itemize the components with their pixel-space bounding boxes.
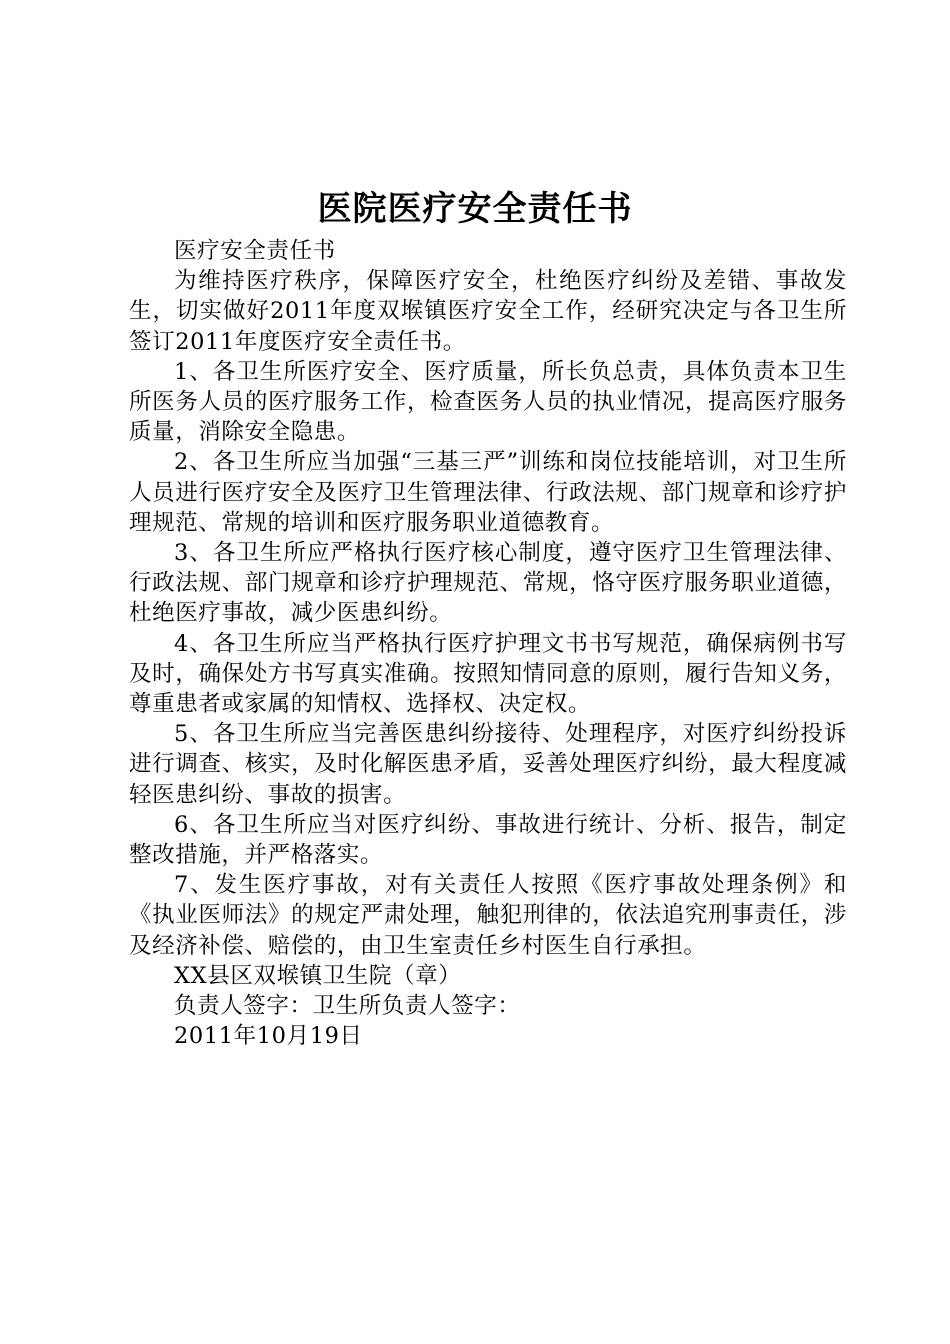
clause-5: 5、各卫生所应当完善医患纠纷接待、处理程序，对医疗纠纷投诉进行调查、核实，及时化解医患矛盾，妥善处理医疗纠纷，最大程度减轻医患纠纷、事故的损害。 xyxy=(129,721,847,808)
issuer-line: XX县区双堠镇卫生院（章） xyxy=(174,962,462,989)
document-subtitle: 医疗安全责任书 xyxy=(174,238,336,264)
document-title: 医院医疗安全责任书 xyxy=(317,189,633,229)
clause-4: 4、各卫生所应当严格执行医疗护理文书书写规范，确保病例书写及时，确保处方书写真实准确。按照知情同意的原则，履行告知义务，尊重患者或家属的知情权、选择权、决定权。 xyxy=(129,630,847,718)
date-line: 2011年10月19日 xyxy=(174,1023,363,1050)
clause-3: 3、各卫生所应严格执行医疗核心制度，遵守医疗卫生管理法律、行政法规、部门规章和诊疗护理规范、常规，恪守医疗服务职业道德，杜绝医疗事故，减少医患纠纷。 xyxy=(129,540,847,627)
clause-1: 1、各卫生所医疗安全、医疗质量，所长负总责，具体负责本卫生所医务人员的医疗服务工作，检查医务人员的执业情况，提高医疗服务质量，消除安全隐患。 xyxy=(129,358,847,446)
clause-2: 2、各卫生所应当加强“三基三严”训练和岗位技能培训，对卫生所人员进行医疗安全及医疗卫生管理法律、行政法规、部门规章和诊疗护理规范、常规的培训和医疗服务职业道德教育。 xyxy=(129,449,847,536)
clause-6: 6、各卫生所应当对医疗纠纷、事故进行统计、分析、报告，制定整改措施，并严格落实。 xyxy=(129,811,847,869)
document-body xyxy=(129,236,847,1051)
clause-7: 7、发生医疗事故，对有关责任人按照《医疗事故处理条例》和《执业医师法》的规定严肃处理，触犯刑律的，依法追究刑事责任，涉及经济补偿、赔偿的，由卫生室责任乡村医生自行承担。 xyxy=(129,872,847,959)
signature-line: 负责人签字：卫生所负责人签字： xyxy=(174,993,521,1020)
intro-paragraph: 为维持医疗秩序，保障医疗安全，杜绝医疗纠纷及差错、事故发生，切实做好2011年度双堠镇医疗安全工作，经研究决定与各卫生所签订2011年度医疗安全责任书。 xyxy=(129,268,847,355)
